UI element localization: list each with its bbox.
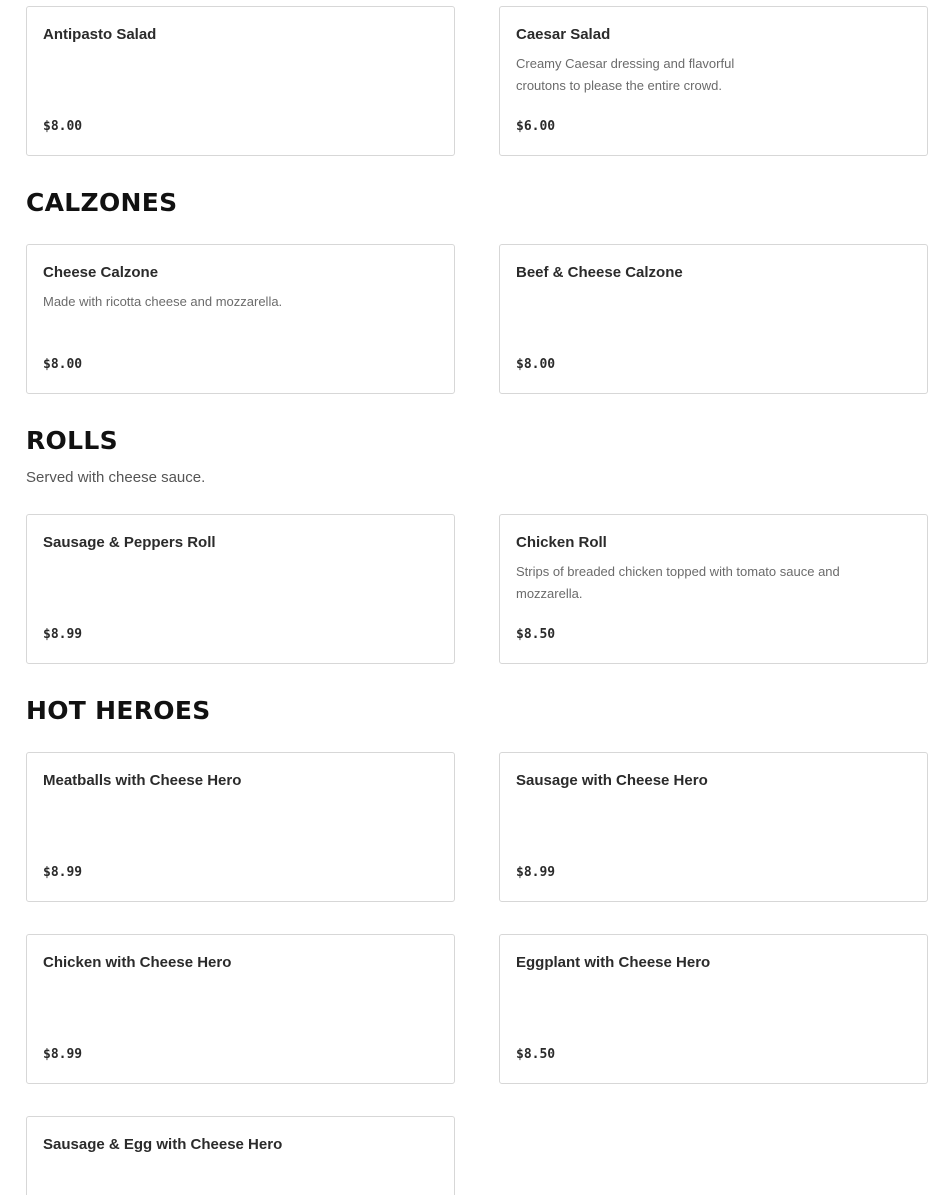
- section-title-rolls: ROLLS: [26, 426, 118, 455]
- item-price: $8.50: [516, 1047, 556, 1062]
- item-price: $6.00: [516, 119, 556, 134]
- menu-item-card[interactable]: [499, 514, 928, 664]
- item-name: Meatballs with Cheese Hero: [43, 772, 242, 789]
- menu-item-card[interactable]: [499, 934, 928, 1084]
- menu-item-card[interactable]: [499, 6, 928, 156]
- menu-item-card[interactable]: [499, 752, 928, 902]
- item-price: $8.00: [43, 119, 83, 134]
- item-name: Cheese Calzone: [43, 264, 159, 281]
- menu-item-card[interactable]: [26, 244, 455, 394]
- item-price: $8.00: [516, 357, 556, 372]
- section-subtitle-rolls: Served with cheese sauce.: [26, 469, 206, 486]
- menu-item-card[interactable]: [26, 514, 455, 664]
- item-price: $8.99: [43, 1047, 83, 1062]
- section-title-calzones: CALZONES: [26, 188, 178, 217]
- item-name: Sausage with Cheese Hero: [516, 772, 708, 789]
- item-name: Sausage & Peppers Roll: [43, 534, 216, 551]
- item-name: Antipasto Salad: [43, 26, 157, 43]
- menu-item-card[interactable]: [499, 244, 928, 394]
- item-name: Chicken with Cheese Hero: [43, 954, 232, 971]
- item-price: $8.50: [516, 627, 556, 642]
- section-title-hot-heroes: HOT HEROES: [26, 696, 211, 725]
- item-price: $8.00: [43, 357, 83, 372]
- item-name: Eggplant with Cheese Hero: [516, 954, 711, 971]
- item-name: Chicken Roll: [516, 534, 607, 551]
- item-name: Sausage & Egg with Cheese Hero: [43, 1136, 283, 1153]
- item-description: Made with ricotta cheese and mozzarella.: [43, 294, 283, 309]
- item-price: $8.99: [43, 865, 83, 880]
- menu-item-card[interactable]: [26, 1116, 455, 1195]
- item-price: $8.99: [516, 865, 556, 880]
- menu-item-card[interactable]: [26, 934, 455, 1084]
- menu-item-card[interactable]: [26, 752, 455, 902]
- item-name: Caesar Salad: [516, 26, 611, 43]
- item-description: Strips of breaded chicken topped with tomato sauce and mozzarella.: [516, 564, 840, 601]
- item-name: Beef & Cheese Calzone: [516, 264, 683, 281]
- item-price: $8.99: [43, 627, 83, 642]
- menu-item-card[interactable]: [26, 6, 455, 156]
- item-description: Creamy Caesar dressing and flavorful croutons to please the entire crowd.: [516, 56, 735, 93]
